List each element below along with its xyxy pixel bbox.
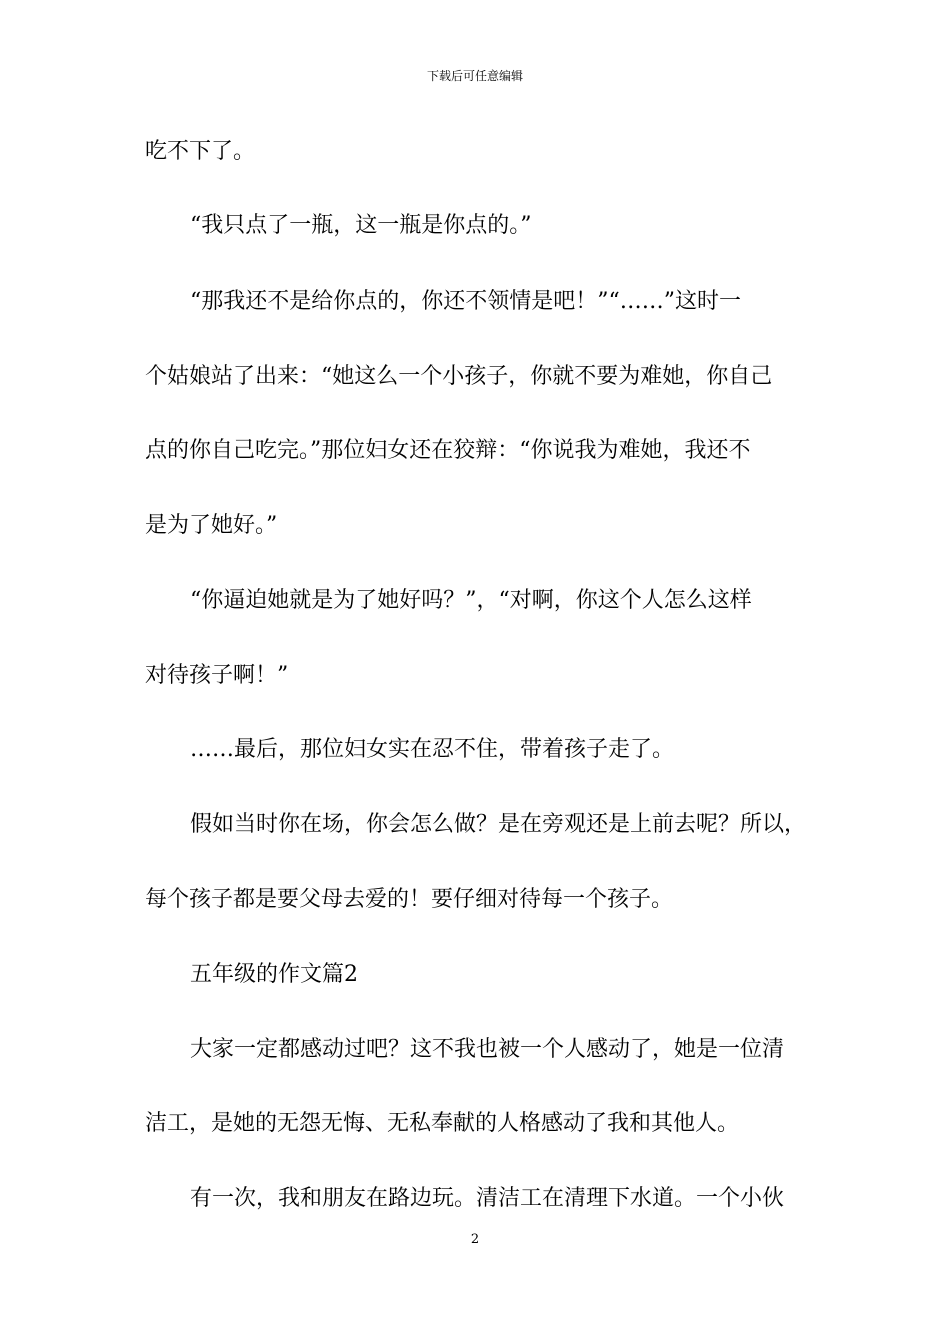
text-line: ……最后，那位妇女实在忍不住，带着孩子走了。 (190, 737, 675, 762)
page-number: 2 (470, 1232, 480, 1247)
text-line: 大家一定都感动过吧？这不我也被一个人感动了，她是一位清 (190, 1037, 785, 1062)
text-line: “我只点了一瓶，这一瓶是你点的。” (190, 213, 532, 238)
text-line: 点的你自己吃完。”那位妇女还在狡辩：“你说我为难她，我还不 (145, 438, 751, 463)
text-line: 洁工，是她的无怨无悔、无私奉献的人格感动了我和其他人。 (145, 1111, 740, 1136)
text-line: “那我还不是给你点的，你还不领情是吧！”“……”这时一 (190, 289, 741, 314)
text-line: 每个孩子都是要父母去爱的！要仔细对待每一个孩子。 (145, 887, 674, 912)
page-header: 下载后可任意编辑 (426, 69, 523, 83)
text-line: “你逼迫她就是为了她好吗？”，“对啊，你这个人怎么这样 (190, 588, 752, 613)
text-line: 吃不下了。 (145, 139, 256, 164)
section-heading: 五年级的作文篇2 (190, 962, 358, 987)
text-line: 有一次，我和朋友在路边玩。清洁工在清理下水道。一个小伙 (190, 1186, 785, 1211)
text-line: 是为了她好。” (145, 513, 278, 538)
text-line: 对待孩子啊！” (145, 663, 289, 688)
text-line: 假如当时你在场，你会怎么做？是在旁观还是上前去呢？所以， (190, 812, 807, 837)
text-line: 个姑娘站了出来：“她这么一个小孩子，你就不要为难她，你自己 (145, 364, 773, 389)
